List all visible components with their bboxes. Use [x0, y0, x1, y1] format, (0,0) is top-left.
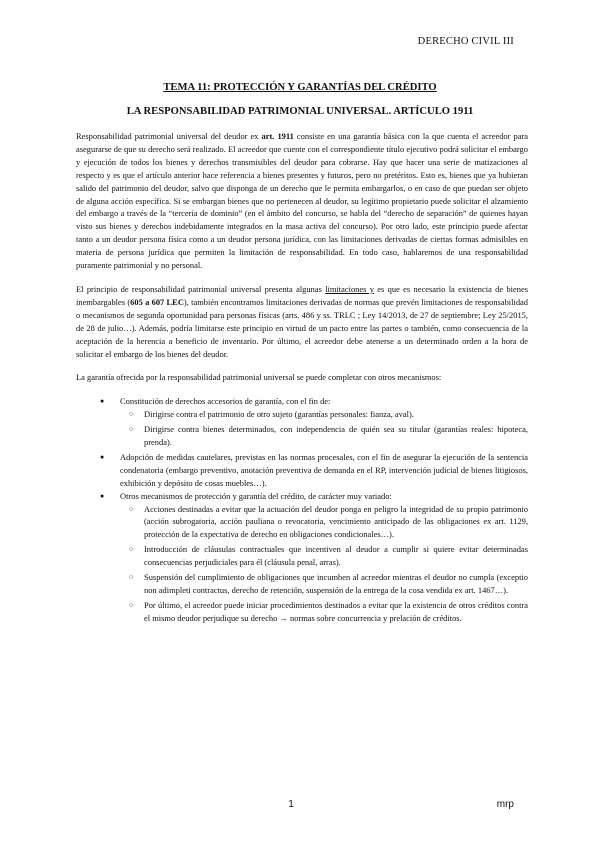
- p2-lec-ref: 605 a 607 LEC: [130, 296, 184, 307]
- body-content: [76, 130, 528, 627]
- list-item-text: Adopción de medidas cautelares, previstas en las normas procesales, con el fin de asegurar la ejecución de la sentencia condenatoria (embargo preventivo, anotación preventiva de demanda en el RP, intervención judicial de bienes litigiosos, exhibición y depósito de cosas muebles…).: [120, 451, 528, 488]
- author-initials: mrp: [496, 799, 514, 810]
- list-item: [120, 451, 528, 490]
- p1-text-a: Responsabilidad patrimonial universal del deudor ex: [76, 131, 262, 141]
- p2-text-a: El principio de responsabilidad patrimonial universal presenta algunas: [76, 283, 326, 294]
- mechanisms-list: [76, 395, 528, 624]
- sublist-item: ○ Dirigirse contra el patrimonio de otro sujeto (garantías personales: fianza, aval).: [144, 408, 528, 421]
- p1-article-ref: art. 1911: [261, 131, 294, 141]
- section-title: LA RESPONSABILIDAD PATRIMONIAL UNIVERSAL. ARTÍCULO 1911: [126, 106, 474, 117]
- list-item: [120, 490, 528, 625]
- paragraph-2: [76, 283, 528, 360]
- sublist-item: ○ Introducción de cláusulas contractuales que incentiven al deudor a cumplir si quiere evitar determinadas consecuencias perjudiciales para él (cláusula penal, arras).: [144, 543, 528, 569]
- topic-title: TEMA 11: PROTECCIÓN Y GARANTÍAS DEL CRÉDITO: [163, 82, 437, 93]
- sublist: [120, 503, 528, 625]
- p2-text-c: ), también encontramos limitaciones derivadas de normas que prevén limitaciones de responsabilidad o mecanismos de segunda oportunidad para personas físicas (arts. 486 y ss. TRLC ; Ley 14/2013, de 27 de septiembre; Ley 25/2015, de 28 de julio…). Además, podría limitarse este principio en virtud de un pacto entre las partes o también, como consecuencia de la aceptación de la herencia a beneficio de inventario. Por último, el acreedor debe atenerse a un determinado orden a la hora de solicitar el embargo de los bienes del deudor.: [76, 296, 528, 359]
- list-item-text: Otros mecanismos de protección y garantía del crédito, de carácter muy variado:: [120, 490, 392, 501]
- paragraph-3: La garantía ofrecida por la responsabilidad patrimonial universal se puede completar con otros mecanismos:: [76, 372, 442, 383]
- sublist-item: ○ Por último, el acreedor puede iniciar procedimientos destinados a evitar que la existencia de otros créditos contra el mismo deudor perjudique su derecho → normas sobre concurrencia y prelación de créditos.: [144, 599, 528, 625]
- sublist: [120, 408, 528, 449]
- sublist-item: ○ Suspensión del cumplimiento de obligaciones que incumben al acreedor mientras el deudor no cumpla (exceptio non adimpleti contractus, derecho de retención, suspensión de la entrega de la cosa vendida ex art. 1467…).: [144, 571, 528, 597]
- list-item-text: Constitución de derechos accesorios de garantía, con el fin de:: [120, 396, 331, 407]
- page-header: DERECHO CIVIL III: [417, 36, 514, 47]
- list-item: [120, 395, 528, 449]
- sublist-item: ○ Dirigirse contra bienes determinados, con independencia de quién sea su titular (garantías reales: hipoteca, prenda).: [144, 423, 528, 449]
- p2-text-b: es que es necesario la existencia de bienes inembargables (: [76, 283, 529, 307]
- limitaciones-link[interactable]: limitaciones y: [325, 283, 374, 294]
- page-number: 1: [288, 799, 294, 810]
- p1-text-c: consiste en una garantía básica con la que cuenta el acreedor para asegurarse de que su derecho será realizado. El acreedor que cuente con el correspondiente título ejecutivo podrá solicitar el embargo y ejecución de todos los bienes y derechos transmisibles del deudor para cobrarse. Hay que hacer una serie de matizaciones al respecto y es que el artículo anterior hace referencia a bienes presentes y futuros, pero no pretéritos. Esto es, bienes que ya hubieran salido del patrimonio del deudor, salvo que disponga de un derecho que le permita embargarlos, o en caso de que puedan ser objeto de alguna acción específica. Si se embargan bienes que no pertenecen al deudor, su legítimo propietario puede solicitar el alzamiento del embargo a través de la “tercería de dominio” (en el ámbito del concurso, se habla del “derecho de separación” de quienes hayan visto sus bienes y derechos indebidamente integrados en la masa activa del concurso). Por otro lado, este principio puede afectar tanto a un deudor persona física como a un deudor persona jurídica, con las limitaciones derivadas de ciertas formas admisibles en materia de persona jurídica que permiten la limitación de responsabilidad. En todo caso, hablaremos de una responsabilidad puramente patrimonial y no personal.: [76, 131, 528, 271]
- paragraph-1: [76, 130, 528, 272]
- sublist-item: ○ Acciones destinadas a evitar que la actuación del deudor ponga en peligro la integridad de su propio patrimonio (acción subrogatoria, acción pauliana o revocatoria, vencimiento anticipado de las obligaciones ex art. 1129, protección de la expectativa de derecho en obligaciones condicionales…).: [144, 503, 528, 542]
